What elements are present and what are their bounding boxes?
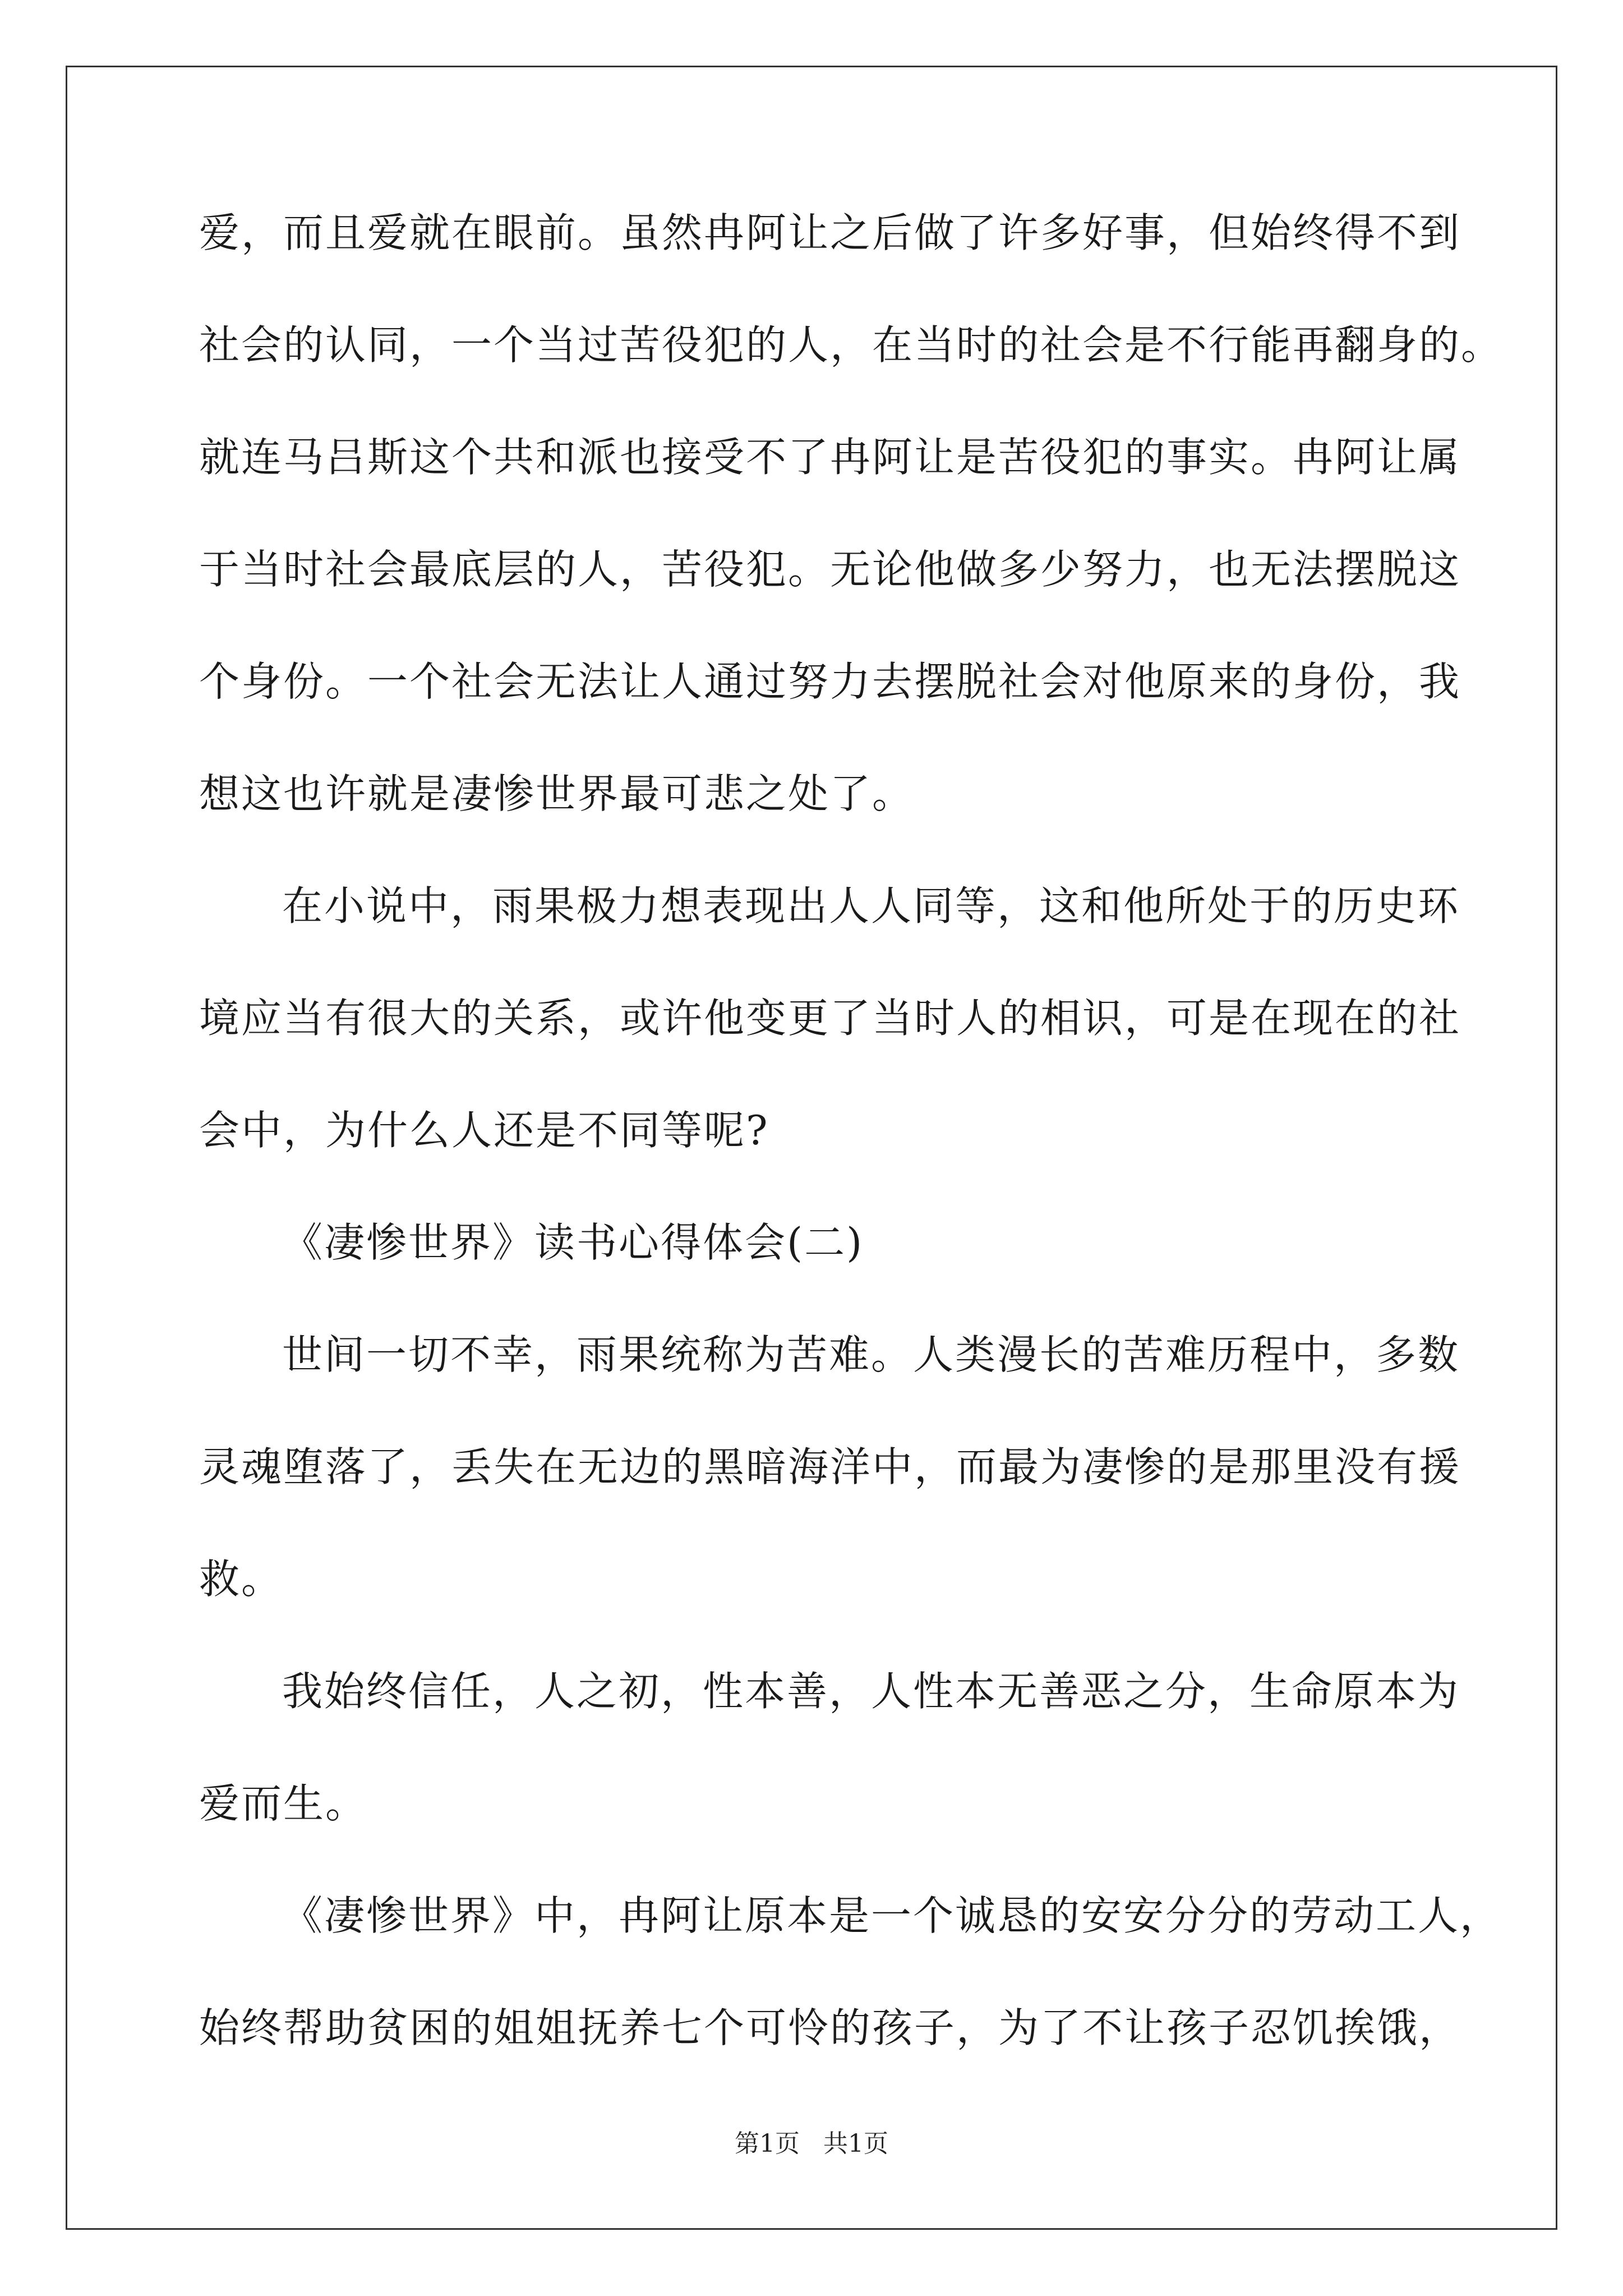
text-line: 爱，而且爱就在眼前。虽然冉阿让之后做了许多好事，但始终得不到 xyxy=(199,209,1461,256)
text-line: 就连马吕斯这个共和派也接受不了冉阿让是苦役犯的事实。冉阿让属 xyxy=(199,434,1461,481)
text-line: 于当时社会最底层的人，苦役犯。无论他做多少努力，也无法摆脱这 xyxy=(199,546,1461,593)
page-number-total: 共1页 xyxy=(823,2129,888,2158)
paragraph-start: 《凄惨世界》中，冉阿让原本是一个诚恳的安安分分的劳动工人， xyxy=(282,1892,1502,1939)
page-number-current: 第1页 xyxy=(735,2129,800,2158)
text-line: 境应当有很大的关系，或许他变更了当时人的相识，可是在现在的社 xyxy=(199,995,1461,1042)
text-line: 爱而生。 xyxy=(199,1780,368,1827)
text-line: 社会的认同，一个当过苦役犯的人，在当时的社会是不行能再翻身的。 xyxy=(199,321,1504,369)
text-line: 灵魂堕落了，丢失在无边的黑暗海洋中，而最为凄惨的是那里没有援 xyxy=(199,1443,1461,1490)
text-line: 个身份。一个社会无法让人通过努力去摆脱社会对他原来的身份，我 xyxy=(199,658,1461,705)
text-line: 始终帮助贫困的姐姐抚养七个可怜的孩子，为了不让孩子忍饥挨饿， xyxy=(199,2004,1461,2051)
paragraph-start: 在小说中，雨果极力想表现出人人同等，这和他所处于的历史环 xyxy=(282,882,1460,930)
paragraph-start: 世间一切不幸，雨果统称为苦难。人类漫长的苦难历程中，多数 xyxy=(282,1331,1460,1378)
text-line: 救。 xyxy=(199,1556,284,1603)
section-heading: 《凄惨世界》读书心得体会(二) xyxy=(282,1219,864,1266)
page-footer xyxy=(0,2127,1623,2161)
paragraph-start: 我始终信任，人之初，性本善，人性本无善恶之分，生命原本为 xyxy=(282,1668,1460,1715)
text-line: 会中，为什么人还是不同等呢? xyxy=(199,1107,769,1154)
text-line: 想这也许就是凄惨世界最可悲之处了。 xyxy=(199,770,915,817)
